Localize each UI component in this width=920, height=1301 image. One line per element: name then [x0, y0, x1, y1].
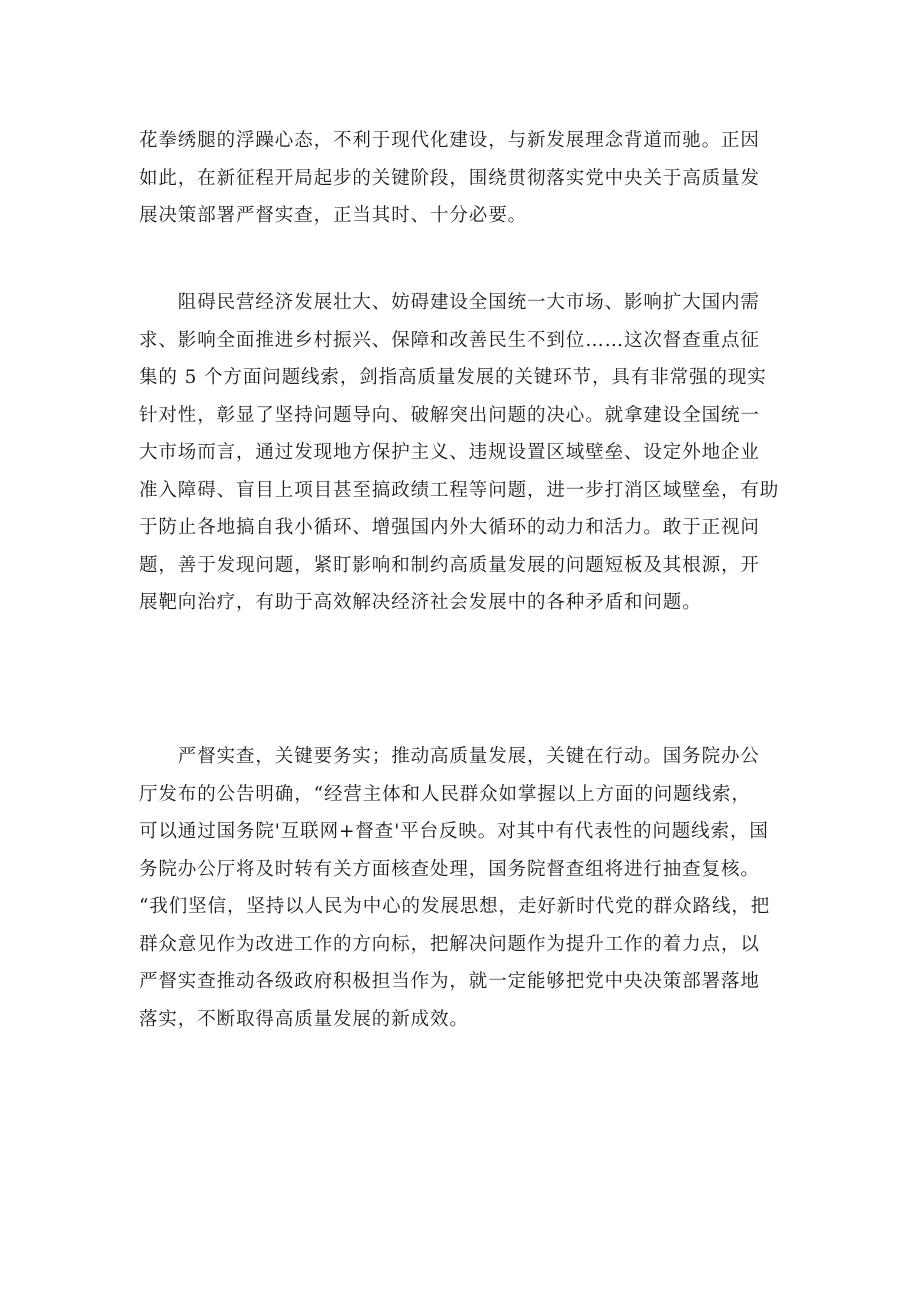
paragraph-line: 展靶向治疗，有助于高效解决经济社会发展中的各种矛盾和问题。 — [139, 592, 702, 613]
paragraph-line: “我们坚信，坚持以人民为中心的发展思想，走好新时代党的群众路线，把 — [139, 896, 771, 917]
paragraph-line: 花拳绣腿的浮躁心态，不利于现代化建设，与新发展理念背道而驰。正因 — [139, 130, 760, 151]
paragraph-1 — [139, 122, 785, 235]
paragraph-line: 集的 5 个方面问题线索，剑指高质量发展的关键环节，具有非常强的现实 — [139, 367, 767, 388]
paragraph-line: 可以通过国务院'互联网+督查'平台反映。对其中有代表性的问题线索，国 — [139, 821, 769, 842]
paragraph-2 — [139, 284, 785, 622]
paragraph-line: 务院办公厅将及时转有关方面核查处理，国务院督查组将进行抽查复核。 — [139, 858, 760, 880]
paragraph-line: 严督实查推动各级政府积极担当作为，就一定能够把党中央决策部署落地 — [139, 971, 760, 992]
paragraph-line: 大市场而言，通过发现地方保护主义、违规设置区域壁垒、设定外地企业 — [139, 442, 760, 463]
paragraph-line: 展决策部署严督实查，正当其时、十分必要。 — [139, 205, 528, 226]
paragraph-line: 严督实查，关键要务实；推动高质量发展，关键在行动。国务院办公 — [139, 746, 760, 767]
paragraph-line: 题，善于发现问题，紧盯影响和制约高质量发展的问题短板及其根源，开 — [139, 554, 760, 576]
paragraph-3 — [139, 738, 785, 1038]
paragraph-line: 于防止各地搞自我小循环、增强国内外大循环的动力和活力。敢于正视问 — [139, 517, 760, 538]
paragraph-line: 厅发布的公告明确，“经营主体和人民群众如掌握以上方面的问题线索， — [139, 783, 751, 805]
paragraph-line: 求、影响全面推进乡村振兴、保障和改善民生不到位……这次督查重点征 — [139, 329, 760, 351]
paragraph-line: 准入障碍、盲目上项目甚至搞政绩工程等问题，进一步打消区域壁垒，有助 — [139, 479, 780, 501]
paragraph-line: 群众意见作为改进工作的方向标，把解决问题作为提升工作的着力点，以 — [139, 933, 760, 955]
paragraph-line: 落实，不断取得高质量发展的新成效。 — [139, 1008, 469, 1030]
paragraph-line: 阻碍民营经济发展壮大、妨碍建设全国统一大市场、影响扩大国内需 — [139, 292, 760, 313]
paragraph-line: 如此，在新征程开局起步的关键阶段，围绕贯彻落实党中央关于高质量发 — [139, 167, 760, 189]
paragraph-line: 针对性，彰显了坚持问题导向、破解突出问题的决心。就拿建设全国统一 — [139, 404, 760, 426]
